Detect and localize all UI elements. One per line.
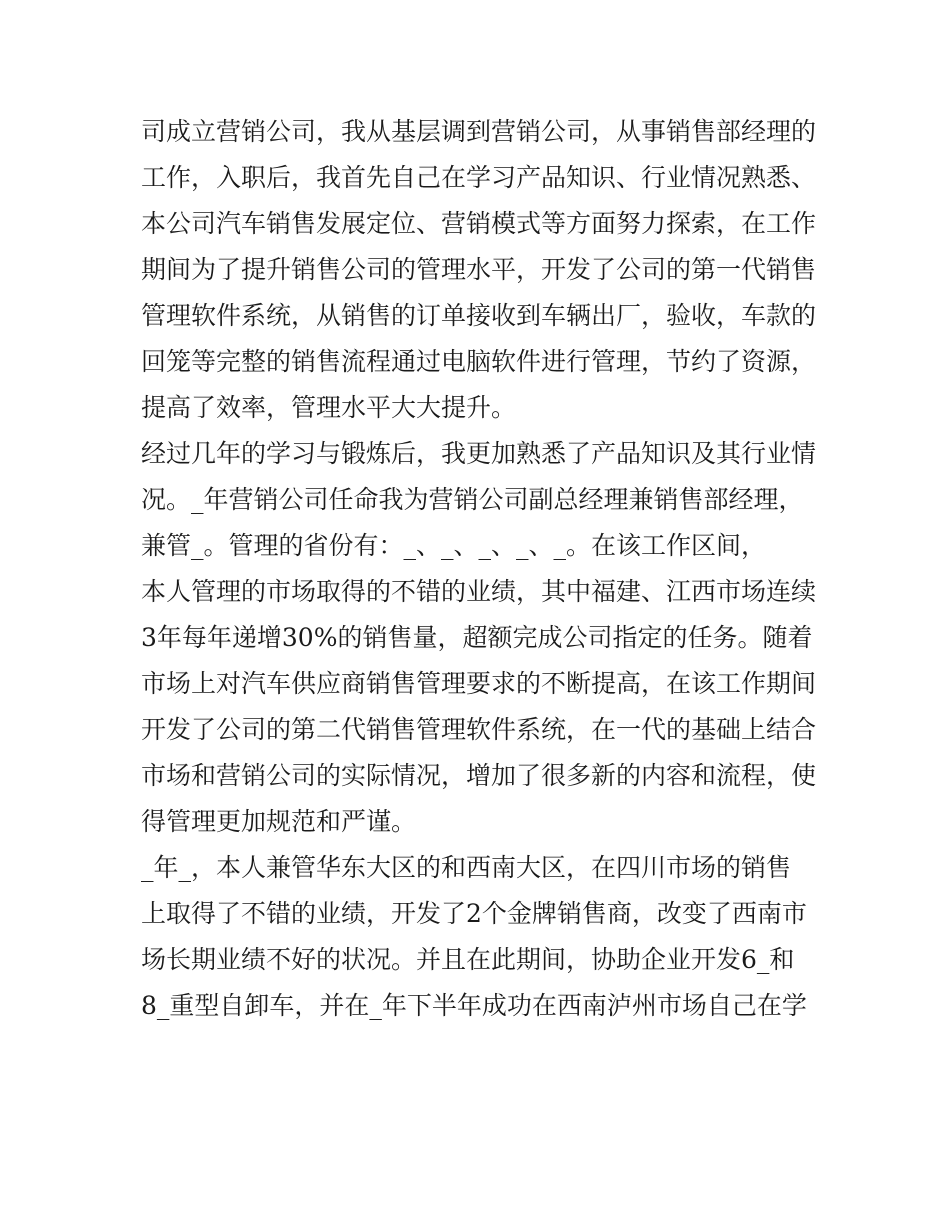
text-line: 8_重型自卸车，并在_年下半年成功在西南泸州市场自己在学 xyxy=(141,991,807,1020)
text-line: 工作，入职后，我首先自己在学习产品知识、行业情况熟悉、 xyxy=(141,163,817,192)
text-line: 3年每年递增30%的销售量，超额完成公司指定的任务。随着 xyxy=(141,623,813,652)
text-line: 市场上对汽车供应商销售管理要求的不断提高，在该工作期间 xyxy=(141,669,817,698)
text-line: 经过几年的学习与锻炼后，我更加熟悉了产品知识及其行业情 xyxy=(141,439,817,468)
text-line: 得管理更加规范和严谨。 xyxy=(141,807,417,836)
text-line: 开发了公司的第二代销售管理软件系统，在一代的基础上结合 xyxy=(141,715,817,744)
text-line: 提高了效率，管理水平大大提升。 xyxy=(141,393,517,422)
text-line: 本公司汽车销售发展定位、营销模式等方面努力探索，在工作 xyxy=(141,209,817,238)
text-line: 兼管_。管理的省份有：_、_、_、_、_。在该工作区间， xyxy=(141,531,767,560)
text-line: 本人管理的市场取得的不错的业绩，其中福建、江西市场连续 xyxy=(141,577,817,606)
text-line: 况。_年营销公司任命我为营销公司副总经理兼销售部经理， xyxy=(141,485,804,514)
text-line: _年_，本人兼管华东大区的和西南大区，在四川市场的销售 xyxy=(141,853,792,882)
text-line: 司成立营销公司，我从基层调到营销公司，从事销售部经理的 xyxy=(141,117,817,146)
text-line: 市场和营销公司的实际情况，增加了很多新的内容和流程，使 xyxy=(141,761,817,790)
text-line: 管理软件系统，从销售的订单接收到车辆出厂，验收，车款的 xyxy=(141,301,817,330)
text-line: 期间为了提升销售公司的管理水平，开发了公司的第一代销售 xyxy=(141,255,817,284)
text-line: 回笼等完整的销售流程通过电脑软件进行管理，节约了资源， xyxy=(141,347,817,376)
body-text xyxy=(141,109,821,1029)
text-line: 上取得了不错的业绩，开发了2个金牌销售商，改变了西南市 xyxy=(141,899,807,928)
text-line: 场长期业绩不好的状况。并且在此期间，协助企业开发6_和 xyxy=(141,945,795,974)
